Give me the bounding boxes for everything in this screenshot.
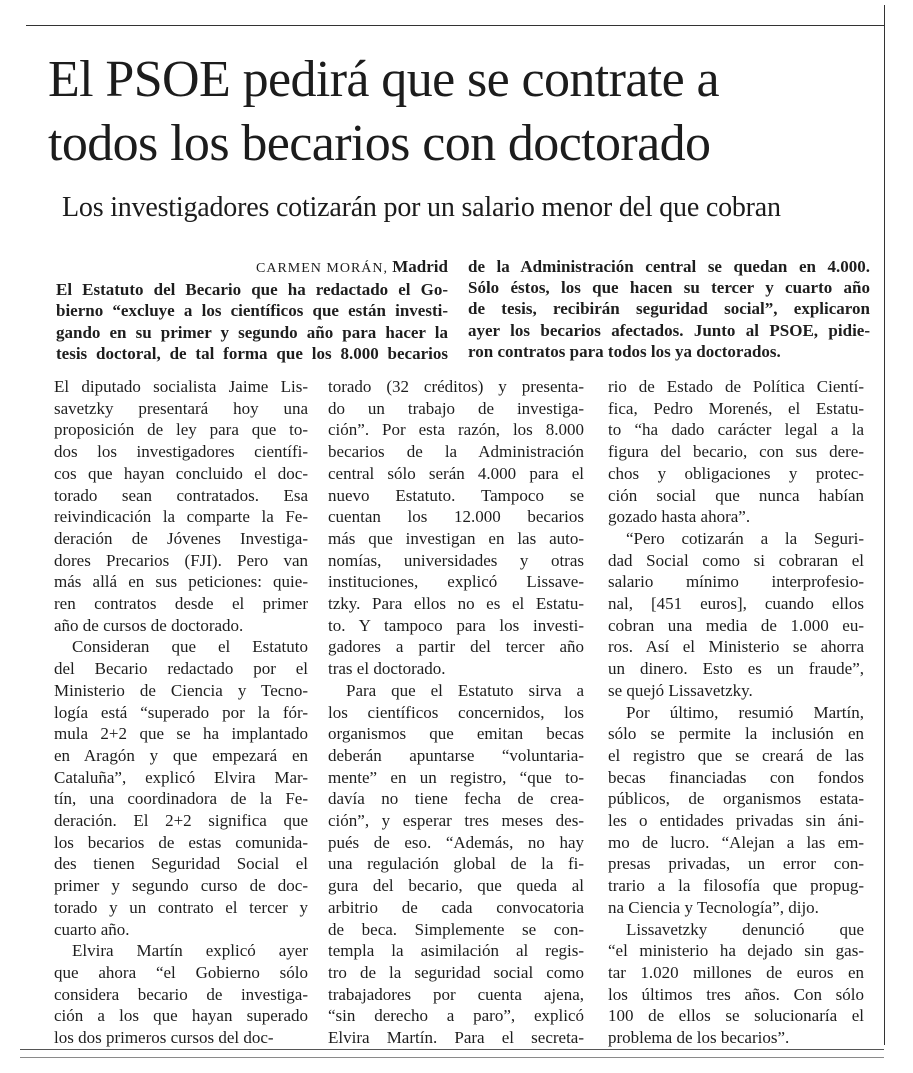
column-line: Consideran que el Estatuto	[72, 637, 308, 657]
column-line: Cataluña”, explicó Elvira Mar-	[54, 767, 308, 787]
column-line: mo de lucro. “Alejan a las em-	[608, 832, 864, 852]
lead-paragraph-left	[56, 256, 448, 364]
column-line: que ahora “el Gobierno sólo	[54, 962, 308, 982]
column-line: “Pero cotizarán a la Seguri-	[626, 528, 864, 548]
headline	[48, 48, 878, 176]
column-line: presas privadas, un error con-	[608, 854, 864, 874]
column-line: des tienen Seguridad Social el	[54, 854, 308, 874]
column-line: tar 1.020 millones de euros en	[608, 962, 864, 982]
lead-line: ron contratos para todos los ya doctorados.	[468, 341, 781, 361]
column-line: tro de la seguridad social como	[328, 962, 584, 982]
column-line: los últimos tres años. Con sólo	[608, 984, 864, 1004]
column-line: más que investigan en las auto-	[328, 528, 584, 548]
column-line: ción”, y esperar tres meses des-	[328, 811, 584, 831]
column-line: na Ciencia y Tecnología”, dijo.	[608, 897, 819, 917]
column-line: Elvira Martín. Para el secreta-	[328, 1028, 584, 1048]
column-line: sólo se permite la inclusión en	[608, 724, 864, 744]
column-line: torado (32 créditos) y presenta-	[328, 377, 584, 396]
column-line: Ministerio de Ciencia y Tecno-	[54, 680, 308, 700]
column-line: un dinero. Esto es un fraude”,	[608, 659, 864, 679]
lead-line: de tesis, recibirán seguridad social”, explicaron	[468, 299, 870, 319]
subheadline: Los investigadores cotizarán por un salario menor del que cobran	[62, 192, 781, 223]
column-line: figura del becario, con sus dere-	[608, 442, 864, 462]
column-line: logía está “superado por la fór-	[54, 702, 308, 722]
frame-right-border	[884, 5, 885, 1045]
column-line: ción social que nunca habían	[608, 485, 864, 505]
column-line: El diputado socialista Jaime Lis-	[54, 377, 308, 396]
column-line: ción a los que hayan superado	[54, 1006, 308, 1026]
column-line: torado y un contrato el tercer y	[54, 897, 308, 917]
column-line: 100 de ellos se solucionaría el	[608, 1006, 864, 1026]
column-line: Para que el Estatuto sirva a	[346, 680, 584, 700]
column-line: salario mínimo interprofesio-	[608, 572, 864, 592]
column-line: más allá en sus peticiones: quie-	[54, 572, 308, 592]
bottom-rule	[20, 1057, 884, 1058]
bottom-rule	[20, 1049, 884, 1050]
column-line: del Becario redactado por el	[54, 659, 308, 679]
column-line: mente” en un registro, “que to-	[328, 767, 584, 787]
lead-line: bierno “excluye a los científicos que están investi-	[56, 301, 448, 321]
column-line: considera becario de investiga-	[54, 984, 308, 1004]
column-line: los científicos concernidos, los	[328, 702, 584, 722]
column-line: primer y segundo curso de doc-	[54, 876, 308, 896]
column-line: dad Social como si cobraran el	[608, 550, 864, 570]
column-line: el registro que se creará de las	[608, 745, 864, 765]
column-line: Elvira Martín explicó ayer	[72, 941, 308, 961]
lead-paragraph-right	[468, 256, 870, 362]
column-line: cuarto año.	[54, 919, 130, 939]
column-line: nal, [451 euros], cuando ellos	[608, 594, 864, 614]
column-line: tzky. Para ellos no es el Estatu-	[328, 594, 584, 614]
column-line: ren contratos desde el primer	[54, 594, 308, 614]
column-line: fica, Pedro Morenés, el Estatu-	[608, 398, 864, 418]
article-column-3	[608, 376, 864, 1049]
column-line: públicos, de organismos estata-	[608, 789, 864, 809]
column-line: cos que hayan concluido el doc-	[54, 463, 308, 483]
column-line: deración. El 2+2 significa que	[54, 811, 308, 831]
lead-line: El Estatuto del Becario que ha redactado el Go-	[56, 280, 448, 300]
column-line: do un trabajo de investiga-	[328, 398, 584, 418]
column-line: en Aragón y que empezará en	[54, 745, 308, 765]
column-line: pués de eso. “Además, no hay	[328, 832, 584, 852]
lead-line: ayer los becarios afectados. Junto al PSOE, pidie-	[468, 320, 870, 340]
column-line: una regulación global de la fi-	[328, 854, 584, 874]
column-line: central sólo serán 4.000 para el	[328, 463, 584, 483]
column-line: davía no tiene fecha de crea-	[328, 789, 584, 809]
column-line: “el ministerio ha dejado sin gas-	[608, 941, 864, 961]
column-line: trabajadores por cuenta ajena,	[328, 984, 584, 1004]
column-line: instituciones, explicó Lissave-	[328, 572, 584, 592]
column-line: gozado hasta ahora”.	[608, 507, 751, 527]
column-line: cuentan los 12.000 becarios	[328, 507, 584, 527]
article-column-1	[54, 376, 308, 1049]
column-line: año de cursos de doctorado.	[54, 615, 244, 635]
column-line: proposición de ley para que to-	[54, 420, 308, 440]
column-line: mula 2+2 que se ha implantado	[54, 724, 308, 744]
column-line: de beca. Simplemente se con-	[328, 919, 584, 939]
column-line: nuevo Estatuto. Tampoco se	[328, 485, 584, 505]
column-line: torado sean contratados. Esa	[54, 485, 308, 505]
column-line: organismos que emitan becas	[328, 724, 584, 744]
column-line: reivindicación la comparte la Fe-	[54, 507, 308, 527]
lead-line: Sólo éstos, los que hacen su tercer y cuarto año	[468, 278, 870, 298]
column-line: gura del becario, que queda al	[328, 876, 584, 896]
column-line: to. Y tampoco para los investi-	[328, 615, 584, 635]
article-column-2	[328, 376, 584, 1049]
byline-author: CARMEN MORÁN,	[256, 261, 389, 276]
column-line: deración de Jóvenes Investiga-	[54, 528, 308, 548]
column-line: becarios de la Administración	[328, 442, 584, 462]
column-line: dos los investigadores científi-	[54, 442, 308, 462]
column-line: nomías, universidades y otras	[328, 550, 584, 570]
column-line: chos y obligaciones y protec-	[608, 463, 864, 483]
lead-line: gando en su primer y segundo año para hacer la	[56, 322, 448, 342]
column-line: templa la asimilación al regis-	[328, 941, 584, 961]
column-line: se quejó Lissavetzky.	[608, 680, 753, 700]
headline-line: todos los becarios con doctorado	[48, 115, 711, 172]
column-line: ción”. Por esta razón, los 8.000	[328, 420, 584, 440]
column-line: deberán apuntarse “voluntaria-	[328, 745, 584, 765]
column-line: trario a la filosofía que propug-	[608, 876, 864, 896]
column-line: dores Precarios (FJI). Pero van	[54, 550, 308, 570]
column-line: gadores a partir del tercer año	[328, 637, 584, 657]
frame-top-border	[26, 25, 884, 26]
column-line: problema de los becarios”.	[608, 1028, 790, 1048]
column-line: savetzky presentará hoy una	[54, 398, 308, 418]
column-line: rio de Estado de Política Cientí-	[608, 377, 864, 396]
column-line: los becarios de estas comunida-	[54, 832, 308, 852]
column-line: becas financiadas con fondos	[608, 767, 864, 787]
column-line: Lissavetzky denunció que	[626, 919, 864, 939]
column-line: tras el doctorado.	[328, 659, 446, 679]
lead-line: tesis doctoral, de tal forma que los 8.000 becarios	[56, 343, 448, 363]
column-line: los dos primeros cursos del doc-	[54, 1028, 274, 1048]
column-line: arbitrio de cada convocatoria	[328, 897, 584, 917]
column-line: to “ha dado carácter legal a la	[608, 420, 864, 440]
column-line: les o entidades privadas sin áni-	[608, 811, 864, 831]
column-line: cobran una media de 1.000 eu-	[608, 615, 864, 635]
column-line: “sin derecho a paro”, explicó	[328, 1006, 584, 1026]
column-line: ros. Así el Ministerio se ahorra	[608, 637, 864, 657]
headline-line: El PSOE pedirá que se contrate a	[48, 51, 720, 108]
column-line: Por último, resumió Martín,	[626, 702, 864, 722]
column-line: tín, una coordinadora de la Fe-	[54, 789, 308, 809]
byline	[56, 256, 448, 279]
byline-city: Madrid	[392, 257, 448, 276]
lead-line: de la Administración central se quedan en 4.000.	[468, 257, 870, 276]
